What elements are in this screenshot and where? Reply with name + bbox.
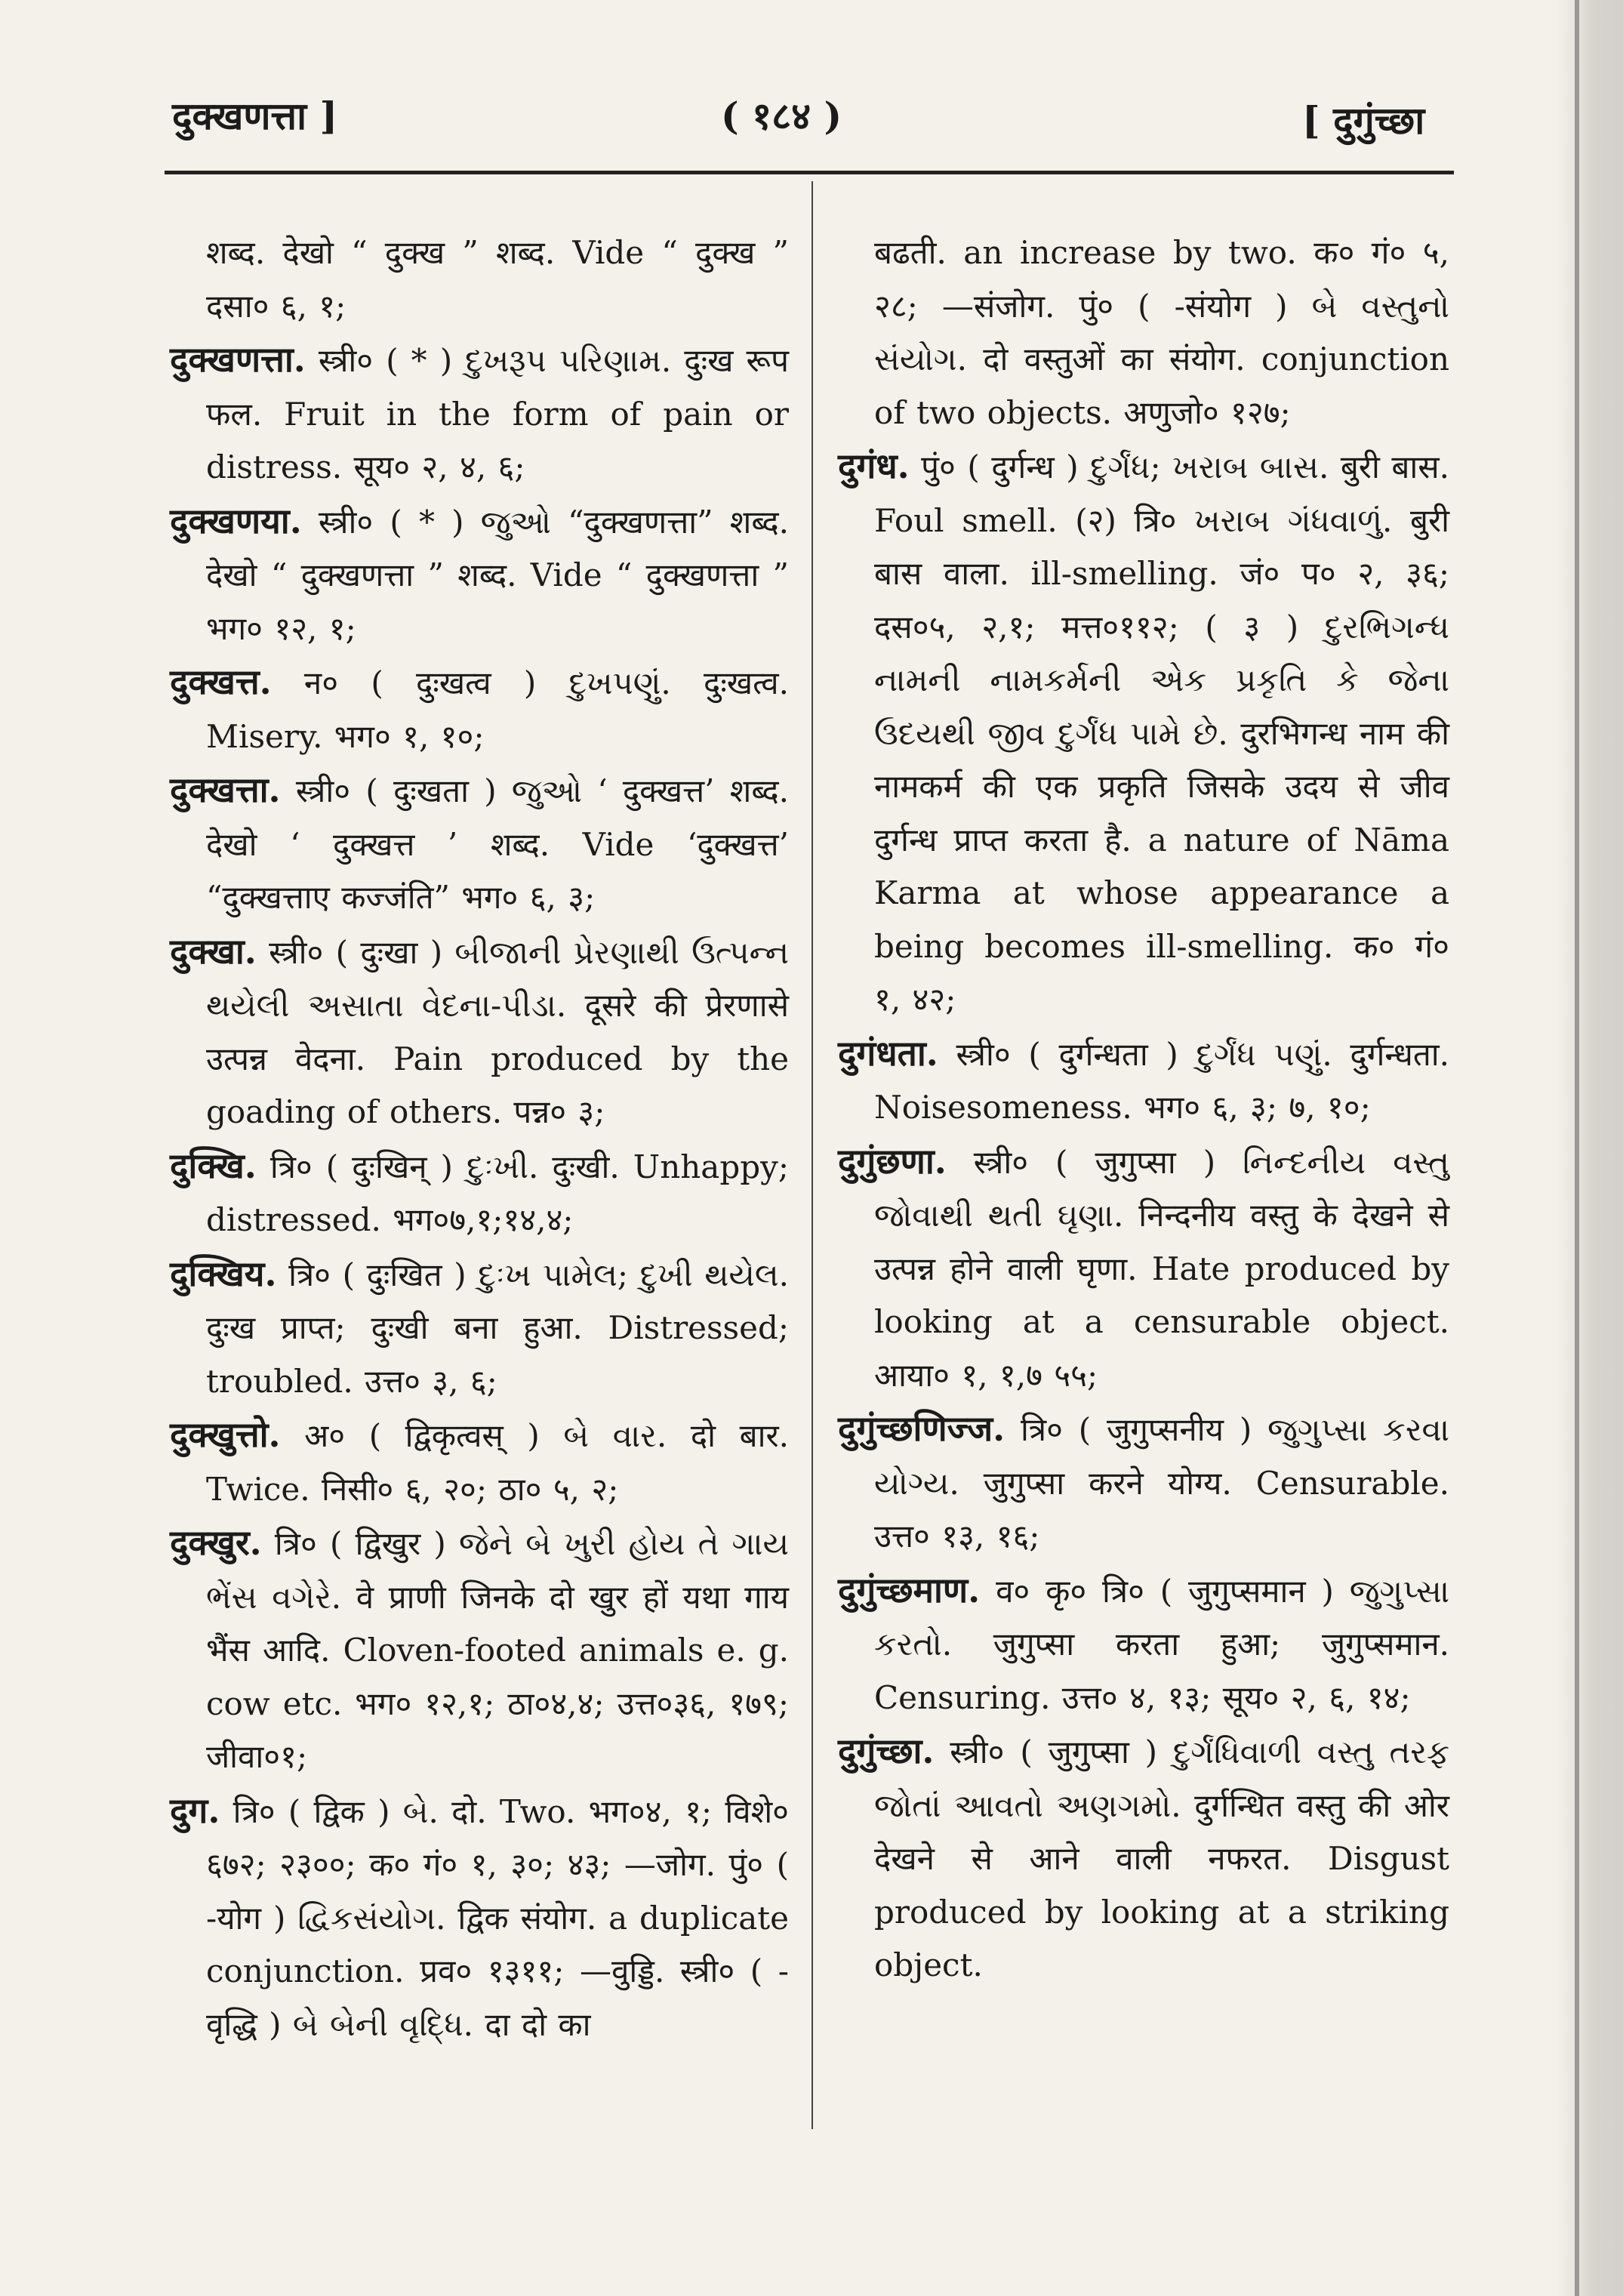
page-number: ( १८४ ) <box>721 94 842 138</box>
running-header <box>0 0 1623 181</box>
column-divider <box>812 181 813 2129</box>
entry-text: स्त्री० ( * ) દુખરૂપ પરિણામ. दुःख रूप फल. Fruit in the form of pain or distress. सूय० २, ४, ६; <box>206 342 789 485</box>
entry-text: अ० ( द्विकृत्वस् ) બે વાર. दो बार. Twice. निसी० ६, २०; ठा० ५, २; <box>206 1417 789 1508</box>
entry-text: स्त्री० ( दुःखा ) બીજાની પ્રેરણાથી ઉત્પન્ન થયેલી અસાતા વેદના-પીડા. दूसरे की प्रेरणासे उत्पन्न वेदना. Pain produced by the goading of others. पन्न० ३; <box>206 933 789 1130</box>
entry-headword: दुगुंच्छमाण. <box>838 1569 981 1610</box>
scan-binding-line <box>1575 0 1579 2296</box>
dictionary-entry <box>170 495 789 656</box>
right-column <box>838 225 1449 1992</box>
entry-text: स्त्री० ( जुगुप्सा ) નિન્દનીય વસ્તુ જોવાથી થતી ઘૃણા. निन्दनीय वस्तु के देखने से उत्पन्न होने वाली घृणा. Hate produced by looking at a censurable object. आया० १, १,७ ५५; <box>874 1143 1449 1394</box>
entry-text: न० ( दुःखत्व ) દુખપણું. दुःखत्व. Misery. भग० १, १०; <box>206 664 789 755</box>
entry-headword: दुक्खिय. <box>170 1253 277 1294</box>
entry-text: स्त्री० ( दुर्गन्धता ) દુર્ગંધ પણું. दुर्गन्धता. Noisesomeness. भग० ६, ३; ७, १०; <box>874 1035 1450 1126</box>
dictionary-entry <box>170 1139 789 1247</box>
dictionary-entry <box>170 225 789 333</box>
dictionary-entry <box>838 439 1449 1027</box>
header-last-entry: [ दुगुंच्छा <box>1302 98 1425 143</box>
dictionary-entry <box>838 225 1449 439</box>
dictionary-entry <box>170 1516 789 1784</box>
entry-headword: दुक्खणया. <box>170 500 302 541</box>
entry-headword: दुक्खा. <box>170 930 257 972</box>
dictionary-entry <box>170 333 789 495</box>
dictionary-entry <box>170 1784 789 2052</box>
dictionary-entry <box>170 763 789 925</box>
entry-text: व० कृ० त्रि० ( जुगुप्समान ) જુગુપ્સા કરતો. जुगुप्सा करता हुआ; जुगुप्समान. Censuring. उत्त० ४, १३; सूय० २, ६, १४; <box>874 1572 1449 1716</box>
dictionary-entry <box>170 1247 789 1409</box>
entry-text: त्रि० ( द्विक ) બે. दो. Two. भग०४, १; विशे० ६७२; २३००; क० गं० १, ३०; ४३; —जोग. पुं० ( -योग ) દ્વિકસંયોગ. द्विक संयोग. a duplicate conjunction. प्रव० १३११; —वुड्डि. स्त्री० ( -वृद्धि ) બે બેની વૃદ્ધિ. दा दो का <box>206 1792 789 2043</box>
entry-text: बढती. an increase by two. क० गं० ५, २८; —संजोग. पुं० ( -संयोग ) બે વસ્તુનો સંયોગ. दो वस्तुओं का संयोग. conjunction of two objects. अणुजो० १२७; <box>874 234 1449 431</box>
entry-headword: दुक्खत्ता. <box>170 769 281 810</box>
entry-text: त्रि० ( जुगुप्सनीय ) જુગુપ્સા કરવા યોગ્ય. जुगुप्सा करने योग्य. Censurable. उत्त० १३, १६; <box>874 1411 1449 1555</box>
entry-headword: दुगंध. <box>838 445 910 486</box>
left-column <box>170 225 789 2051</box>
dictionary-entry <box>838 1027 1449 1135</box>
header-first-entry: दुक्खणत्ता ] <box>172 94 338 138</box>
entry-text: स्त्री० ( जुगुप्सा ) દુર્ગંધિવાળી વસ્તુ તરફ જોતાં આવતો અણગમો. दुर्गन्धित वस्तु की ओर देखने से आने वाली नफरत. Disgust produced by looking at a striking object. <box>874 1734 1449 1983</box>
entry-headword: दुगुंच्छा. <box>838 1730 935 1771</box>
entry-headword: दुक्खुर. <box>170 1522 262 1563</box>
dictionary-entry <box>838 1724 1449 1992</box>
dictionary-entry <box>170 655 789 763</box>
dictionary-entry <box>838 1135 1449 1403</box>
dictionary-entry <box>838 1564 1449 1725</box>
entry-headword: दुक्खत्त. <box>170 661 272 702</box>
dictionary-entry <box>838 1402 1449 1564</box>
header-rule <box>165 171 1454 174</box>
entry-text: त्रि० ( दुःखित ) દુઃખ પામેલ; દુખી થયેલ. दुःख प्राप्त; दुःखी बना हुआ. Distressed; troubled. उत्त० ३, ६; <box>206 1256 789 1400</box>
entry-headword: दुक्खणत्ता. <box>170 339 306 380</box>
entry-headword: दुगुंछणा. <box>838 1140 947 1182</box>
entry-headword: दुक्खि. <box>170 1145 257 1186</box>
entry-headword: दुगुंच्छणिज्ज. <box>838 1408 1006 1449</box>
dictionary-entry <box>170 925 789 1139</box>
entry-text: त्रि० ( दुःखिन् ) દુઃખી. दुःखी. Unhappy; distressed. भग०७,१;१४,४; <box>206 1148 789 1238</box>
entry-text: त्रि० ( द्विखुर ) જેને બે ખુરી હોય તે ગાય ભેંસ વગેરે. वे प्राणी जिनके दो खुर हों यथा गाय भैंस आदि. Cloven-footed animals e. g. cow etc. भग० १२,१; ठा०४,४; उत्त०३६, १७९; जीवा०१; <box>206 1525 789 1775</box>
scan-shadow-edge <box>1555 0 1623 2296</box>
entry-text: पुं० ( दुर्गन्ध ) દુર્ગંધ; ખરાબ બાસ. बुरी बास. Foul smell. (२) त्रि० ખરાબ ગંધવાળું. बुरी बास वाला. ill-smelling. जं० प० २, ३६; दस०५, २,१; मत्त०११२; ( ३ ) દુરભિગન્ધ નામની નામકર્મની એક પ્રકૃતિ કે જેના ઉદયથી જીવ દુર્ગંધ પામે છે. दुरभिगन्ध नाम की नामकर्म की एक प्रकृति जिसके उदय से जीव दुर्गन्ध प्राप्त करता है. a nature of Nāma Karma at whose appearance a being becomes ill-smelling. क० गं० १, ४२; <box>874 448 1449 1018</box>
entry-text: शब्द. देखो “ दुक्ख ” शब्द. Vide “ दुक्ख ” दसा० ६, १; <box>206 234 789 325</box>
entry-headword: दुगंधता. <box>838 1032 938 1074</box>
entry-headword: दुग. <box>170 1789 220 1831</box>
entry-text: स्त्री० ( * ) જુઓ “दुक्खणत्ता” शब्द. देखो “ दुक्खणत्ता ” शब्द. Vide “ दुक्खणत्ता ” भग० १२, १; <box>206 503 789 647</box>
dictionary-entry <box>170 1408 789 1516</box>
entry-text: स्त्री० ( दुःखता ) જુઓ ‘ दुक्खत्त’ शब्द. देखो ‘ दुक्खत्त ’ शब्द. Vide ‘दुक्खत्त’ “दुक्खत्ताए कज्जंति” भग० ६, ३; <box>206 772 789 916</box>
entry-headword: दुक्खुत्तो. <box>170 1414 281 1455</box>
